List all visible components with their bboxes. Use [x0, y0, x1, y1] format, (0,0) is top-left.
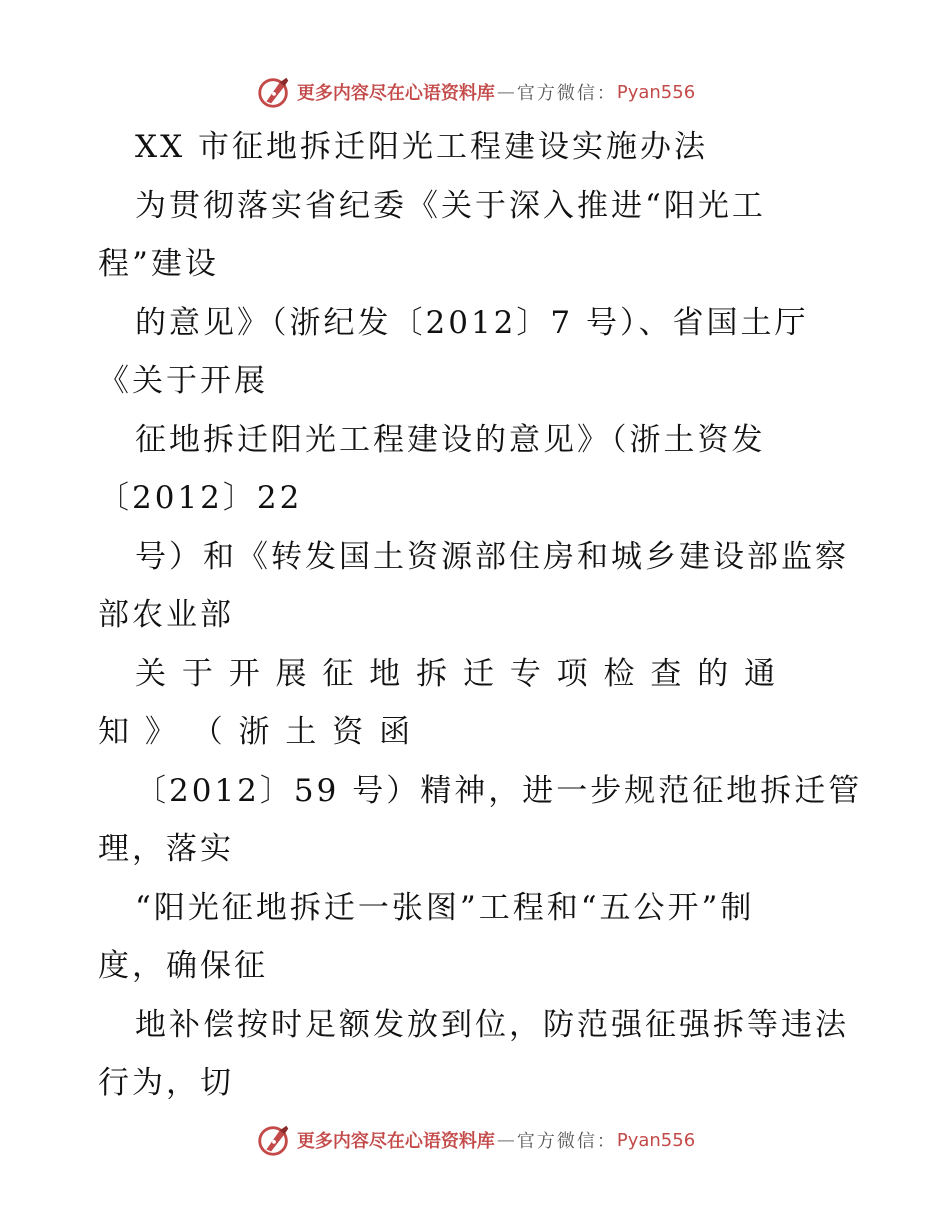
text-line: 行为，切 [98, 1065, 234, 1101]
text-line: 号）和《转发国土资源部住房和城乡建设部监察 [135, 539, 849, 575]
text-line: 关 于 开 展 征 地 拆 迁 专 项 检 查 的 通 [135, 656, 779, 692]
watermark-id: Pyan556 [616, 1129, 696, 1151]
text-line: 程”建设 [98, 246, 219, 282]
text-line: 〔2012〕59 号）精神，进一步规范征地拆迁管 [135, 773, 863, 809]
watermark-separator: — [496, 81, 515, 103]
text-line: 征地拆迁阳光工程建设的意见》（浙土资发 [135, 422, 766, 458]
text-line: 的意见》（浙纪发〔2012〕7 号）、省国土厅 [135, 305, 809, 341]
text-line: 知 》 （ 浙 土 资 函 [98, 714, 414, 750]
document-title: XX 市征地拆迁阳光工程建设实施办法 [135, 129, 708, 165]
text-line: 《关于开展 [98, 363, 268, 399]
text-line: 度，确保征 [98, 948, 268, 984]
watermark-separator: — [496, 1129, 515, 1151]
text-line: 理，落实 [98, 831, 234, 867]
watermark-id: Pyan556 [616, 81, 696, 103]
text-line: 〔2012〕22 [98, 480, 303, 516]
text-line: 地补偿按时足额发放到位，防范强征强拆等违法 [135, 1007, 849, 1043]
text-line: “阳光征地拆迁一张图”工程和“五公开”制 [135, 890, 755, 926]
watermark-main-text: 更多内容尽在心语资料库 [296, 1131, 495, 1152]
footer-watermark [0, 1120, 950, 1160]
watermark-sub-text: 官方微信： [516, 83, 617, 104]
text-line: 部农业部 [98, 597, 234, 633]
watermark-sub-text: 官方微信： [516, 1131, 617, 1152]
pen-nib-circle-icon [255, 1121, 293, 1159]
text-line: 为贯彻落实省纪委《关于深入推进“阳光工 [135, 188, 766, 224]
watermark-main-text: 更多内容尽在心语资料库 [296, 83, 495, 104]
